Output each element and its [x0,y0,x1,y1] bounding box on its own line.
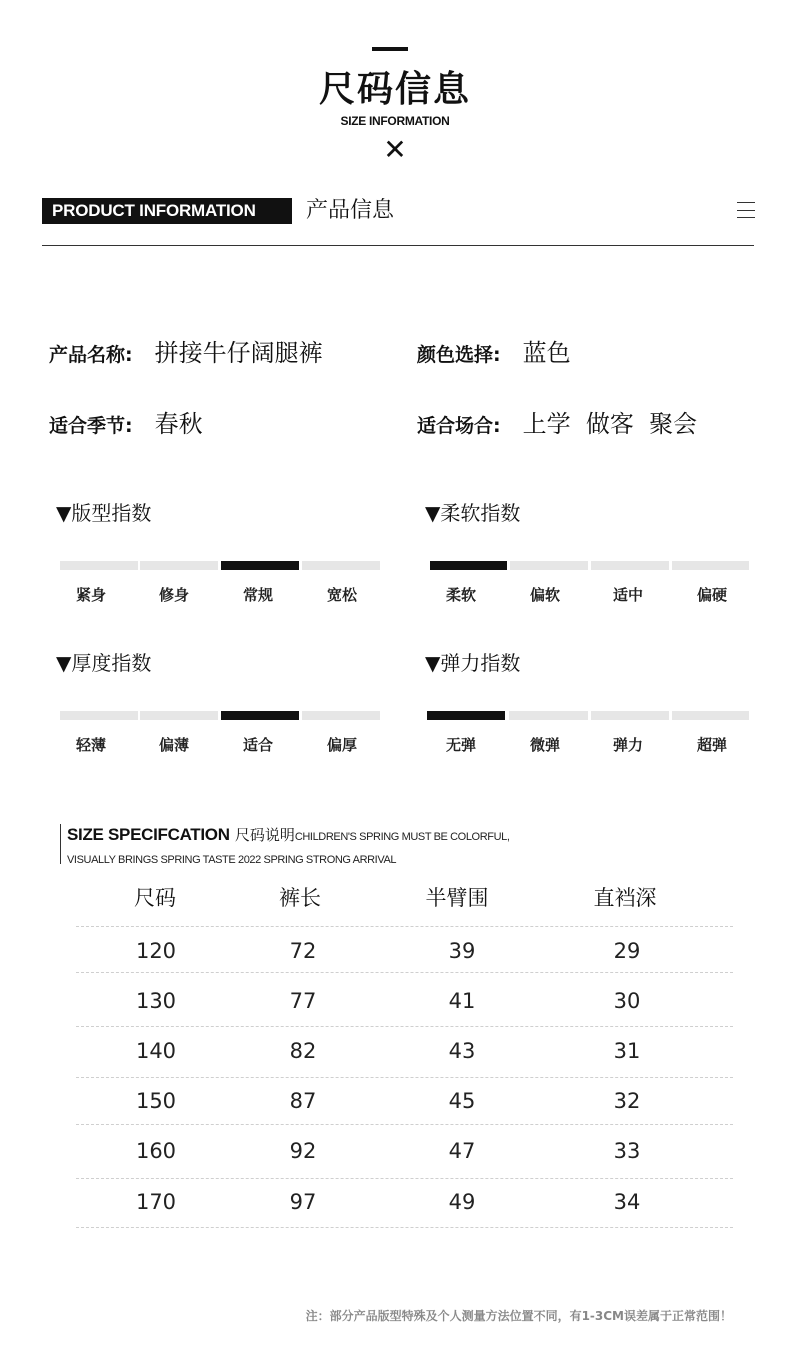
size-spec-title-cn: 尺码说明 [234,826,295,844]
table-row-divider [76,926,733,927]
table-row-divider [76,972,733,973]
softness-index-bar-0 [430,561,507,570]
softness-index-title: ▼柔软指数 [425,501,521,525]
size-spec-tagline-2-wrap [67,850,396,868]
table-cell: 49 [448,1190,476,1214]
fit-option: 常规 [242,586,273,604]
table-cell: 33 [613,1139,641,1163]
table-cell: 77 [289,989,317,1013]
softness-option: 适中 [612,586,643,604]
elasticity-index-bar-0 [427,711,505,720]
table-cell: 92 [289,1139,317,1163]
table-cell: 140 [135,1039,177,1063]
product-name-value: 拼接牛仔阔腿裤 [154,339,323,367]
measurement-footnote: 注：部分产品版型特殊及个人测量方法位置不同，有1-3CM误差属于正常范围！ [305,1309,732,1323]
softness-option: 偏硬 [696,586,727,604]
x-mark-icon: ✕ [383,133,407,166]
elasticity-option: 微弹 [529,736,560,754]
fit-index-bar-1 [140,561,218,570]
occasion-label: 适合场合: [417,415,501,437]
table-header-half-arm: 半臂围 [425,886,489,910]
menu-icon[interactable] [737,202,755,218]
spec-vertical-line [60,824,61,864]
fit-index-bar-3 [302,561,380,570]
softness-index-bar-2 [591,561,669,570]
table-cell: 72 [289,939,317,963]
thickness-option: 偏厚 [326,736,357,754]
table-row-divider [76,1026,733,1027]
top-decor-bar [372,47,408,51]
fit-index-title: ▼版型指数 [56,501,152,525]
fit-option: 修身 [158,586,189,604]
table-row-divider [76,1077,733,1078]
page-subtitle: SIZE INFORMATION [340,114,450,128]
table-row-divider [76,1178,733,1179]
size-spec-tagline-1: CHILDREN'S SPRING MUST BE COLORFUL, [294,831,510,843]
table-header-length: 裤长 [279,886,321,910]
elasticity-option: 超弹 [696,736,727,754]
fit-option: 宽松 [326,586,357,604]
thickness-option: 适合 [242,736,273,754]
thickness-option: 偏薄 [158,736,189,754]
thickness-option: 轻薄 [75,736,106,754]
table-cell: 29 [613,939,641,963]
section-divider [42,245,754,246]
table-row-divider [76,1124,733,1125]
thickness-index-bar-0 [60,711,138,720]
table-cell: 45 [448,1089,476,1113]
table-cell: 39 [448,939,476,963]
thickness-index-title: ▼厚度指数 [56,651,152,675]
fit-index-bar-2 [221,561,299,570]
product-information-cn: 产品信息 [306,198,395,223]
size-spec-tagline-2: VISUALLY BRINGS SPRING TASTE 2022 SPRING STRONG ARRIVAL [67,854,397,866]
softness-index-bar-3 [672,561,749,570]
elasticity-index-bar-2 [591,711,669,720]
table-cell: 120 [135,939,177,963]
softness-option: 柔软 [445,586,476,604]
season-value: 春秋 [154,410,203,438]
table-cell: 43 [448,1039,476,1063]
table-cell: 82 [289,1039,317,1063]
table-header-rise: 直裆深 [593,886,657,910]
elasticity-option: 无弹 [445,736,476,754]
table-cell: 130 [135,989,177,1013]
table-cell: 31 [613,1039,641,1063]
size-spec-title-en: SIZE SPECIFCATION [67,825,230,844]
color-label: 颜色选择: [417,344,501,366]
table-cell: 170 [135,1190,177,1214]
thickness-index-bar-2 [221,711,299,720]
info-season [49,409,203,441]
product-name-label: 产品名称: [49,344,133,366]
elasticity-index-title: ▼弹力指数 [425,651,521,675]
table-row-divider [76,1227,733,1228]
thickness-index-bar-1 [140,711,218,720]
info-product-name [49,338,323,370]
occasion-value: 上学 做客 聚会 [522,410,698,438]
color-value: 蓝色 [522,339,571,367]
product-information-label: PRODUCT INFORMATION [42,198,292,224]
season-label: 适合季节: [49,415,133,437]
info-color [417,338,571,370]
elasticity-option: 弹力 [612,736,643,754]
table-cell: 87 [289,1089,317,1113]
info-occasion [417,409,697,441]
softness-index-bar-1 [510,561,588,570]
table-cell: 34 [613,1190,641,1214]
table-cell: 97 [289,1190,317,1214]
table-cell: 150 [135,1089,177,1113]
table-cell: 32 [613,1089,641,1113]
softness-option: 偏软 [529,586,560,604]
thickness-index-bar-3 [302,711,380,720]
elasticity-index-bar-3 [672,711,749,720]
table-cell: 47 [448,1139,476,1163]
fit-index-bar-0 [60,561,138,570]
elasticity-index-bar-1 [509,711,588,720]
size-spec-heading [67,825,510,847]
page-title: 尺码信息 [318,69,471,110]
table-header-size: 尺码 [134,886,176,910]
fit-option: 紧身 [75,586,106,604]
table-cell: 160 [135,1139,177,1163]
table-cell: 30 [613,989,641,1013]
table-cell: 41 [448,989,476,1013]
